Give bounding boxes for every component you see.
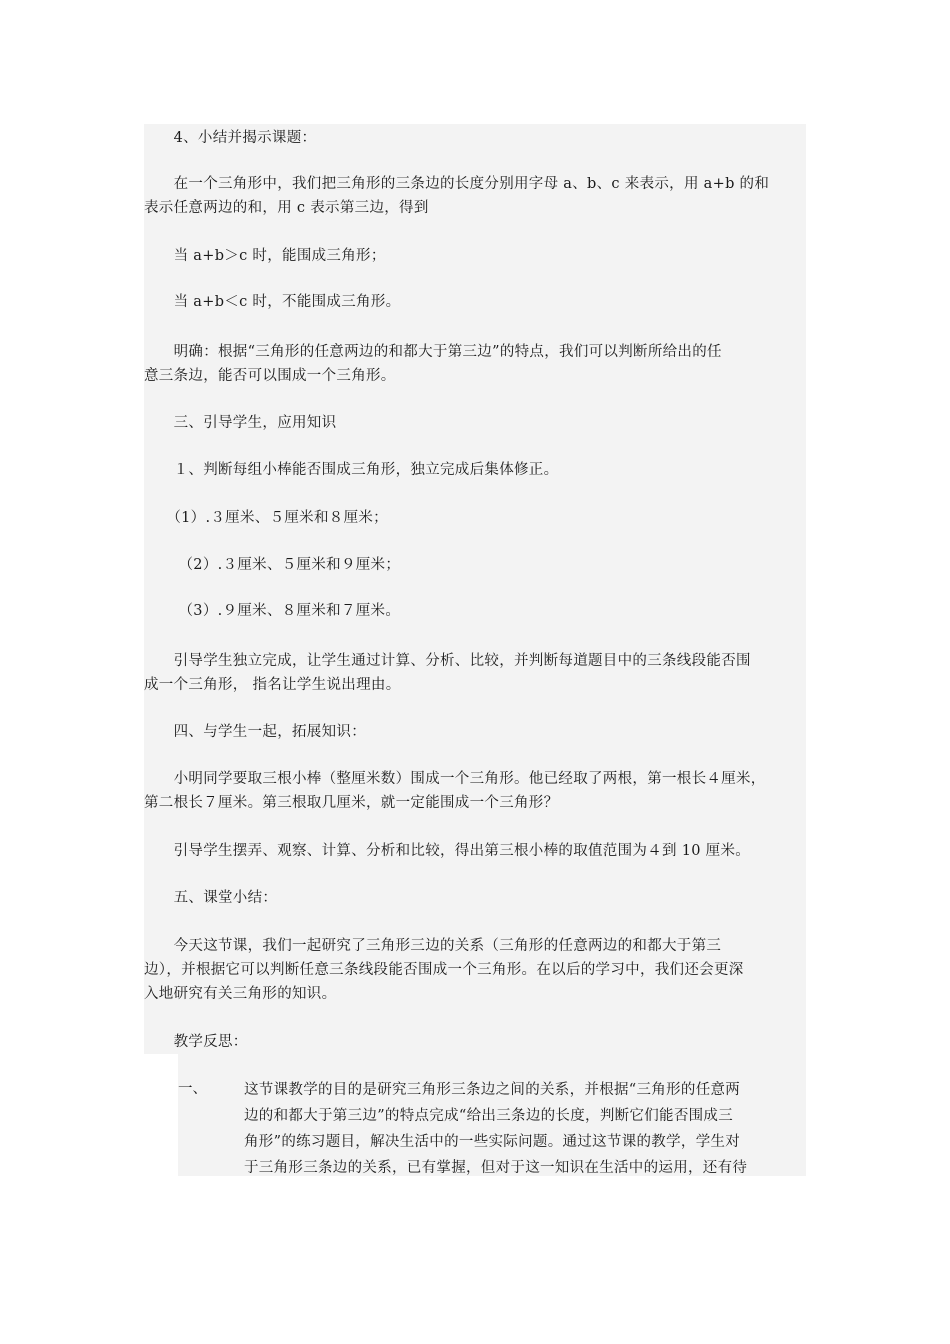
paragraph-extension-problem: 小明同学要取三根小棒（整厘米数）围成一个三角形。他已经取了两根，第一根长４厘米， 第二根长７厘米。第三根取几厘米，就一定能围成一个三角形？	[144, 771, 766, 811]
paragraph-condition-cannot-form: 当 a+b＜c 时，不能围成三角形。	[144, 294, 401, 310]
paragraph-exercise-intro: １、判断每组小棒能否围成三角形，独立完成后集体修正。	[144, 462, 559, 478]
paragraph-guidance: 引导学生独立完成，让学生通过计算、分析、比较，并判断每道题目中的三条线段能否围 成一个三角形， 指名让学生说出理由。	[144, 653, 751, 693]
subsection-heading-summary: 4、小结并揭示课题：	[144, 130, 317, 146]
paragraph-class-summary: 今天这节课，我们一起研究了三角形三边的关系（三角形的任意两边的和都大于第三 边），并根据它可以判断任意三条线段能否围成一个三角形。在以后的学习中，我们还会更深 入地研究有关三角形的知识。	[144, 938, 744, 1002]
exercise-item-3: （3）.９厘米、８厘米和７厘米。	[144, 603, 401, 619]
heading-teaching-reflection: 教学反思：	[144, 1034, 248, 1050]
paragraph-triangle-notation: 在一个三角形中，我们把三角形的三条边的长度分别用字母 a、b、c 来表示，用 a+b 的和 表示任意两边的和，用 c 表示第三边，得到	[144, 176, 770, 216]
section-heading-three: 三、引导学生，应用知识	[144, 415, 337, 431]
section-heading-four: 四、与学生一起，拓展知识：	[144, 724, 366, 740]
paragraph-condition-can-form: 当 a+b＞c 时，能围成三角形；	[144, 248, 386, 264]
paragraph-extension-answer: 引导学生摆弄、观察、计算、分析和比较，得出第三根小棒的取值范围为４到 10 厘米。	[144, 843, 751, 859]
exercise-item-1: （1）.３厘米、５厘米和８厘米；	[144, 510, 388, 526]
paragraph-clarification: 明确：根据“三角形的任意两边的和都大于第三边”的特点，我们可以判断所给出的任 意三条边，能否可以围成一个三角形。	[144, 344, 722, 384]
reflection-item-one: 这节课教学的目的是研究三角形三条边之间的关系，并根据“三角形的任意两 边的和都大于第三边”的特点完成“给出三条边的长度，判断它们能否围成三 角形”的练习题目，解决生活中的一些实际问题。通过这节课的教学，学生对 于三角形三条边的关系，已有掌握，但对于这一知识在生活中的运用，还有待	[244, 1082, 748, 1176]
list-marker-one: 一、	[178, 1081, 207, 1097]
exercise-item-2: （2）.３厘米、５厘米和９厘米；	[144, 557, 401, 573]
section-heading-five: 五、课堂小结：	[144, 890, 278, 906]
